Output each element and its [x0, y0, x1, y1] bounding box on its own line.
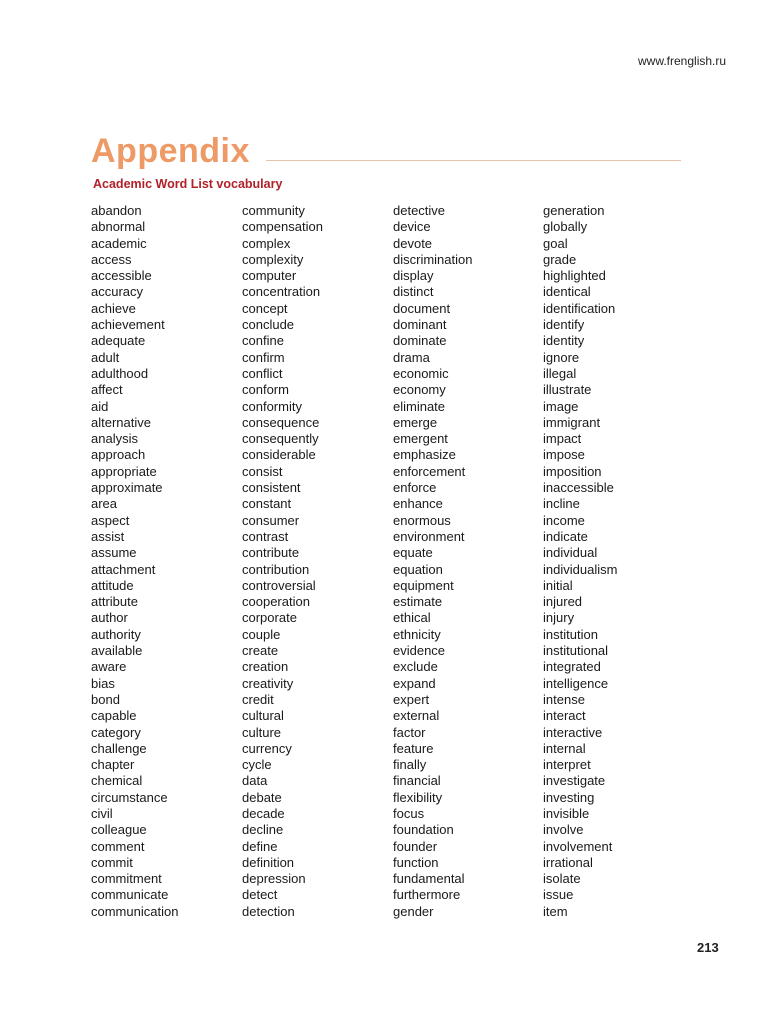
- vocabulary-word: equipment: [393, 577, 454, 593]
- vocabulary-word: depression: [242, 871, 306, 887]
- vocabulary-word: external: [393, 708, 440, 724]
- vocabulary-word: confirm: [242, 349, 285, 365]
- vocabulary-word: emphasize: [393, 447, 456, 463]
- vocabulary-word: cooperation: [242, 594, 310, 610]
- vocabulary-word: foundation: [393, 822, 454, 838]
- vocabulary-word: concept: [242, 300, 288, 316]
- vocabulary-word: detection: [242, 903, 295, 919]
- vocabulary-word: creativity: [242, 675, 294, 691]
- vocabulary-word: community: [242, 203, 305, 218]
- vocabulary-word: immigrant: [543, 414, 601, 430]
- vocabulary-word: expand: [393, 675, 436, 691]
- vocabulary-word: ignore: [543, 349, 580, 365]
- vocabulary-word: financial: [393, 773, 441, 789]
- vocabulary-word: contribution: [242, 561, 310, 577]
- vocabulary-word: flexibility: [393, 789, 443, 805]
- vocabulary-word: achievement: [91, 317, 165, 333]
- vocabulary-word: fundamental: [393, 871, 465, 887]
- vocabulary-word: aware: [91, 659, 127, 675]
- vocabulary-word: equation: [393, 561, 443, 577]
- vocabulary-word: consumer: [242, 512, 300, 528]
- vocabulary-word: cultural: [242, 708, 284, 724]
- vocabulary-word: chapter: [91, 757, 135, 773]
- vocabulary-word: impact: [543, 431, 582, 447]
- vocabulary-word: accuracy: [91, 284, 144, 300]
- vocabulary-word: emerge: [393, 414, 438, 430]
- vocabulary-word: intense: [543, 691, 585, 707]
- vocabulary-word: integrated: [543, 659, 601, 675]
- vocabulary-word: estimate: [393, 594, 443, 610]
- vocabulary-word: constant: [242, 496, 292, 512]
- vocabulary-word: inaccessible: [543, 480, 614, 496]
- vocabulary-word: item: [543, 903, 568, 919]
- vocabulary-word: enhance: [393, 496, 443, 512]
- vocabulary-word: devote: [393, 235, 433, 251]
- vocabulary-word: document: [393, 300, 451, 316]
- vocabulary-word: adult: [91, 349, 120, 365]
- vocabulary-word: controversial: [242, 577, 316, 593]
- vocabulary-word: academic: [91, 235, 147, 251]
- vocabulary-word: consistent: [242, 480, 301, 496]
- vocabulary-word: conclude: [242, 317, 295, 333]
- vocabulary-word: detect: [242, 887, 278, 903]
- vocabulary-word: author: [91, 610, 128, 626]
- vocabulary-word: device: [393, 219, 431, 235]
- vocabulary-word: gender: [393, 903, 434, 919]
- vocabulary-word: category: [91, 724, 141, 740]
- vocabulary-word: abandon: [91, 203, 142, 218]
- vocabulary-word: goal: [543, 235, 568, 251]
- vocabulary-word: ethical: [393, 610, 431, 626]
- word-column-4: [543, 203, 693, 920]
- vocabulary-word: communication: [91, 903, 179, 919]
- vocabulary-word: evidence: [393, 643, 446, 659]
- word-column-1: [91, 203, 241, 920]
- vocabulary-word: authority: [91, 626, 141, 642]
- vocabulary-word: equate: [393, 545, 433, 561]
- vocabulary-word: factor: [393, 724, 426, 740]
- vocabulary-word: definition: [242, 854, 295, 870]
- vocabulary-word: culture: [242, 724, 282, 740]
- vocabulary-word: adulthood: [91, 365, 149, 381]
- vocabulary-word: dominate: [393, 333, 447, 349]
- vocabulary-word: investing: [543, 789, 595, 805]
- vocabulary-word: capable: [91, 708, 137, 724]
- vocabulary-word: abnormal: [91, 219, 146, 235]
- vocabulary-word: irrational: [543, 854, 593, 870]
- vocabulary-word: indicate: [543, 528, 588, 544]
- vocabulary-word: assist: [91, 528, 125, 544]
- vocabulary-word: affect: [91, 382, 123, 398]
- vocabulary-word: involve: [543, 822, 584, 838]
- title-block: [91, 133, 681, 169]
- vocabulary-word: environment: [393, 528, 465, 544]
- vocabulary-word: emergent: [393, 431, 448, 447]
- vocabulary-word: globally: [543, 219, 588, 235]
- vocabulary-word: confine: [242, 333, 284, 349]
- vocabulary-word: assume: [91, 545, 137, 561]
- vocabulary-word: accessible: [91, 268, 152, 284]
- vocabulary-word: internal: [543, 740, 586, 756]
- vocabulary-word: circumstance: [91, 789, 168, 805]
- vocabulary-word: area: [91, 496, 118, 512]
- vocabulary-word: concentration: [242, 284, 321, 300]
- vocabulary-word: interpret: [543, 757, 591, 773]
- vocabulary-word: alternative: [91, 414, 151, 430]
- vocabulary-word: injured: [543, 594, 583, 610]
- vocabulary-word: compensation: [242, 219, 323, 235]
- page-title: Appendix: [91, 132, 250, 170]
- vocabulary-word: detective: [393, 203, 446, 218]
- vocabulary-word: analysis: [91, 431, 138, 447]
- vocabulary-word: contribute: [242, 545, 300, 561]
- vocabulary-word: imposition: [543, 463, 602, 479]
- vocabulary-word: drama: [393, 349, 430, 365]
- vocabulary-word: aspect: [91, 512, 130, 528]
- vocabulary-word: distinct: [393, 284, 434, 300]
- vocabulary-word: injury: [543, 610, 575, 626]
- vocabulary-word: dominant: [393, 317, 447, 333]
- vocabulary-word: intelligence: [543, 675, 609, 691]
- vocabulary-word: bias: [91, 675, 115, 691]
- title-divider: [266, 160, 681, 161]
- vocabulary-word: identify: [543, 317, 585, 333]
- vocabulary-word: complex: [242, 235, 291, 251]
- site-url: www.frenglish.ru: [638, 54, 727, 68]
- vocabulary-word: institution: [543, 626, 598, 642]
- vocabulary-word: computer: [242, 268, 297, 284]
- vocabulary-word: bond: [91, 691, 120, 707]
- vocabulary-word: incline: [543, 496, 580, 512]
- vocabulary-word: conformity: [242, 398, 302, 414]
- vocabulary-word: appropriate: [91, 463, 157, 479]
- vocabulary-word: impose: [543, 447, 585, 463]
- vocabulary-word: access: [91, 251, 132, 267]
- vocabulary-word: data: [242, 773, 268, 789]
- vocabulary-word: enforce: [393, 480, 437, 496]
- vocabulary-word: investigate: [543, 773, 606, 789]
- vocabulary-word: feature: [393, 740, 434, 756]
- vocabulary-word: creation: [242, 659, 289, 675]
- vocabulary-word: available: [91, 643, 143, 659]
- vocabulary-word: decline: [242, 822, 284, 838]
- vocabulary-word: adequate: [91, 333, 146, 349]
- vocabulary-word: identity: [543, 333, 585, 349]
- vocabulary-word: debate: [242, 789, 282, 805]
- vocabulary-word: enforcement: [393, 463, 466, 479]
- vocabulary-word: credit: [242, 691, 274, 707]
- vocabulary-word: highlighted: [543, 268, 606, 284]
- vocabulary-word: identification: [543, 300, 616, 316]
- vocabulary-word: commitment: [91, 871, 162, 887]
- vocabulary-word: communicate: [91, 887, 169, 903]
- vocabulary-word: finally: [393, 757, 427, 773]
- vocabulary-word: illustrate: [543, 382, 592, 398]
- vocabulary-word: define: [242, 838, 278, 854]
- vocabulary-word: civil: [91, 805, 113, 821]
- section-subtitle: Academic Word List vocabulary: [93, 177, 283, 191]
- vocabulary-word: income: [543, 512, 585, 528]
- vocabulary-word: eliminate: [393, 398, 446, 414]
- vocabulary-word: enormous: [393, 512, 451, 528]
- vocabulary-word: founder: [393, 838, 438, 854]
- vocabulary-word: illegal: [543, 365, 577, 381]
- vocabulary-word: decade: [242, 805, 285, 821]
- vocabulary-word: challenge: [91, 740, 147, 756]
- vocabulary-word: commit: [91, 854, 133, 870]
- vocabulary-word: consequently: [242, 431, 319, 447]
- vocabulary-word: consequence: [242, 414, 320, 430]
- vocabulary-word: issue: [543, 887, 574, 903]
- vocabulary-word: colleague: [91, 822, 147, 838]
- vocabulary-word: interactive: [543, 724, 603, 740]
- vocabulary-word: discrimination: [393, 251, 473, 267]
- vocabulary-word: identical: [543, 284, 591, 300]
- word-column-3: [393, 203, 543, 920]
- vocabulary-word: couple: [242, 626, 281, 642]
- vocabulary-word: function: [393, 854, 439, 870]
- vocabulary-word: display: [393, 268, 434, 284]
- vocabulary-word: corporate: [242, 610, 297, 626]
- vocabulary-word: contrast: [242, 528, 289, 544]
- vocabulary-word: exclude: [393, 659, 438, 675]
- vocabulary-word: generation: [543, 203, 605, 218]
- vocabulary-word: expert: [393, 691, 430, 707]
- vocabulary-word: grade: [543, 251, 577, 267]
- vocabulary-word: invisible: [543, 805, 590, 821]
- vocabulary-word: attribute: [91, 594, 138, 610]
- vocabulary-word: interact: [543, 708, 586, 724]
- vocabulary-word: considerable: [242, 447, 316, 463]
- vocabulary-word: cycle: [242, 757, 272, 773]
- vocabulary-word: aid: [91, 398, 109, 414]
- vocabulary-word: economic: [393, 365, 449, 381]
- vocabulary-word: achieve: [91, 300, 136, 316]
- vocabulary-word: involvement: [543, 838, 613, 854]
- vocabulary-word: consist: [242, 463, 283, 479]
- vocabulary-word: individual: [543, 545, 598, 561]
- vocabulary-word: complexity: [242, 251, 304, 267]
- vocabulary-word: furthermore: [393, 887, 461, 903]
- word-column-2: [242, 203, 392, 920]
- vocabulary-word: isolate: [543, 871, 581, 887]
- vocabulary-word: approximate: [91, 480, 163, 496]
- vocabulary-word: approach: [91, 447, 146, 463]
- vocabulary-word: initial: [543, 577, 573, 593]
- vocabulary-word: attitude: [91, 577, 134, 593]
- vocabulary-word: attachment: [91, 561, 156, 577]
- vocabulary-word: create: [242, 643, 279, 659]
- vocabulary-word: conflict: [242, 365, 283, 381]
- vocabulary-word: individualism: [543, 561, 618, 577]
- page-number: 213: [697, 940, 719, 955]
- vocabulary-word: currency: [242, 740, 292, 756]
- vocabulary-word: comment: [91, 838, 145, 854]
- vocabulary-word: ethnicity: [393, 626, 441, 642]
- vocabulary-word: focus: [393, 805, 425, 821]
- vocabulary-word: institutional: [543, 643, 609, 659]
- vocabulary-word: chemical: [91, 773, 143, 789]
- vocabulary-word: economy: [393, 382, 446, 398]
- vocabulary-word: conform: [242, 382, 289, 398]
- vocabulary-word: image: [543, 398, 579, 414]
